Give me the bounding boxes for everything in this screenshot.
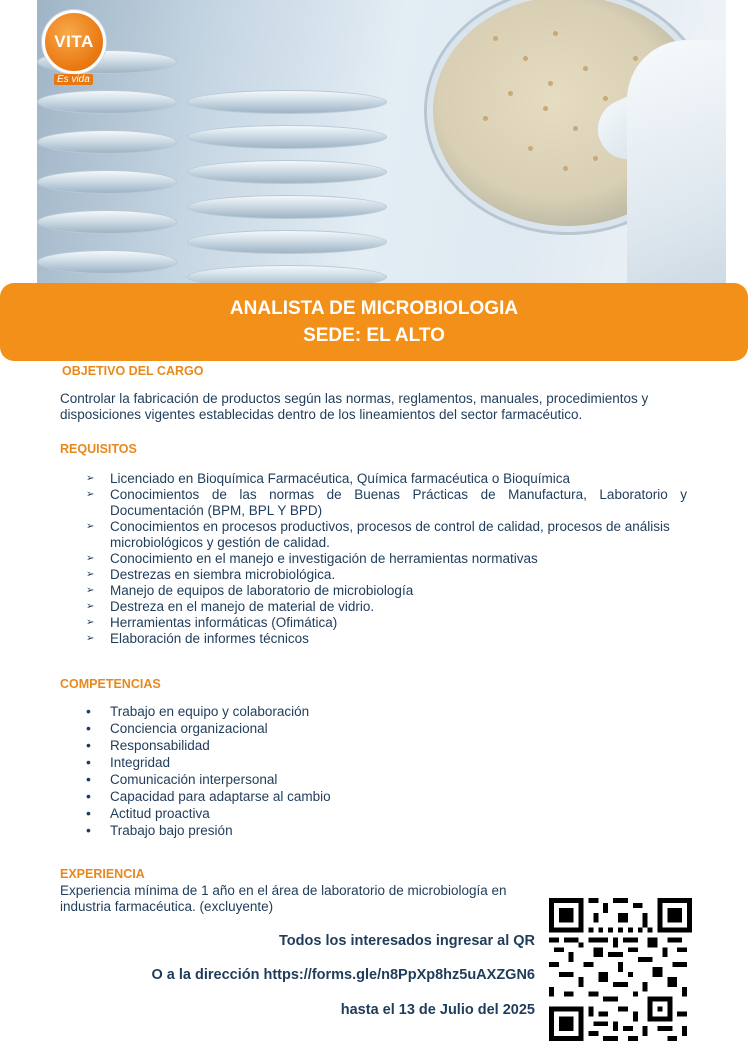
list-item: ➢ Destrezas en siembra microbiológica. [86, 567, 687, 583]
petri-dish-stack-center [187, 80, 387, 290]
gloved-hand [627, 40, 726, 300]
logo-tagline: Es vida [54, 74, 93, 85]
list-item: ➢ Manejo de equipos de laboratorio de microbiología [86, 583, 687, 599]
list-item: ➢ Elaboración de informes técnicos [86, 631, 687, 647]
qr-instruction: Todos los interesados ingresar al QR [279, 933, 535, 949]
experiencia-text: Experiencia mínima de 1 año en el área de laboratorio de microbiología en industria farmacéutica. (excluyente) [60, 883, 507, 914]
qr-code[interactable] [549, 898, 692, 1041]
list-item: ➢ Destreza en el manejo de material de vidrio. [86, 599, 687, 615]
list-item: • Integridad [86, 754, 586, 771]
list-item: • Conciencia organizacional [86, 720, 586, 737]
list-item: • Capacidad para adaptarse al cambio [86, 788, 586, 805]
hero-lab-photo [37, 0, 726, 300]
competencias-list [86, 703, 586, 839]
list-item: • Actitud proactiva [86, 805, 586, 822]
list-item: ➢ Herramientas informáticas (Ofimática) [86, 615, 687, 631]
list-item: • Comunicación interpersonal [86, 771, 586, 788]
competencias-heading: COMPETENCIAS [60, 677, 161, 691]
list-item: ➢ Conocimientos de las normas de Buenas Prácticas de Manufactura, Laboratorio y Documentación (BPM, BPL Y BPD) [86, 487, 687, 519]
list-item: ➢ Conocimientos en procesos productivos, procesos de control de calidad, procesos de análisis microbiológicos y gestión de calidad. [86, 519, 687, 551]
requisitos-heading: REQUISITOS [60, 442, 137, 456]
form-link[interactable]: O a la dirección https://forms.gle/n8PpXp8hz5uAXZGN6 [151, 967, 535, 983]
job-title: ANALISTA DE MICROBIOLOGIA [229, 298, 519, 319]
requisitos-list [86, 471, 687, 647]
list-item: • Responsabilidad [86, 737, 586, 754]
objetivo-text: Controlar la fabricación de productos según las normas, reglamentos, manuales, procedimientos y disposiciones vigentes establecidas dentro de los lineamientos del sector farmacéutico. [60, 391, 649, 422]
logo-text: VITA [54, 32, 94, 51]
list-item: ➢ Licenciado en Bioquímica Farmacéutica, Química farmacéutica o Bioquímica [86, 471, 687, 487]
list-item: • Trabajo en equipo y colaboración [86, 703, 586, 720]
job-location: SEDE: EL ALTO [303, 325, 445, 346]
objetivo-heading: OBJETIVO DEL CARGO [62, 364, 204, 378]
experiencia-heading: EXPERIENCIA [60, 867, 145, 881]
list-item: • Trabajo bajo presión [86, 822, 586, 839]
job-title-banner [0, 283, 748, 361]
list-item: ➢ Conocimiento en el manejo e investigación de herramientas normativas [86, 551, 687, 567]
vita-logo [42, 10, 106, 74]
deadline-text: hasta el 13 de Julio del 2025 [340, 1002, 535, 1018]
